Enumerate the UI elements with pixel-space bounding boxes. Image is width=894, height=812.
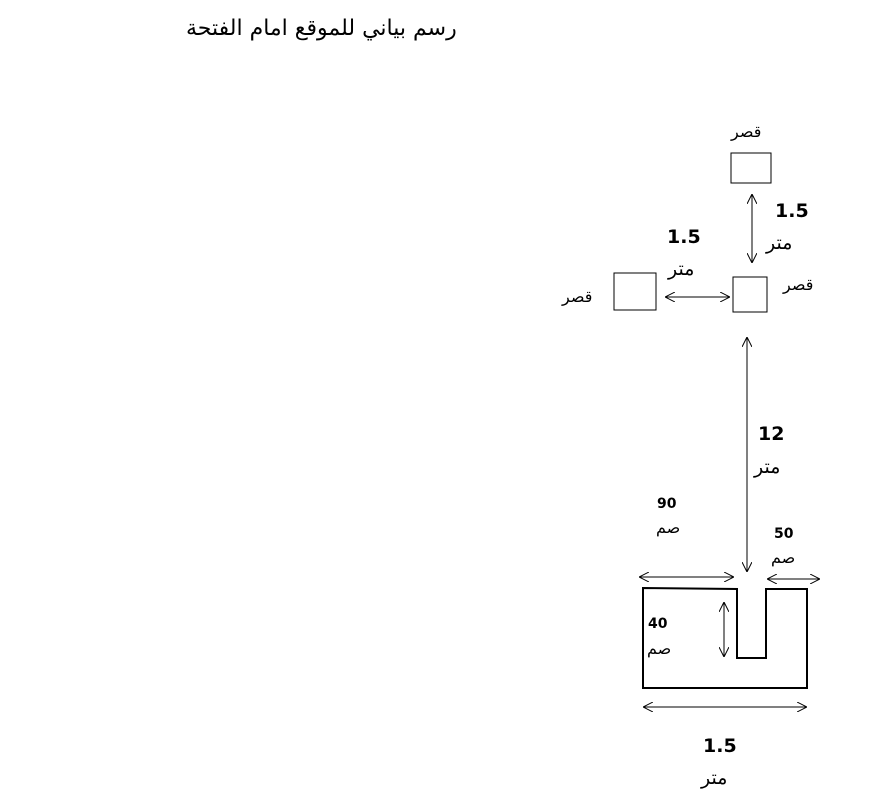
label-opening-right-width-value: 50 [774,526,794,542]
label-base-width-value: 1.5 [703,735,737,757]
label-palace-center: قصر [783,275,814,294]
label-base-width-unit: متر [701,767,728,789]
label-palace-top: قصر [731,122,762,141]
label-dist-vertical-top-unit: متر [766,232,793,254]
label-dist-horizontal-unit: متر [668,258,695,280]
label-opening-depth-unit: صم [647,639,672,658]
palace-box-top [731,153,771,183]
label-opening-left-width-unit: صم [656,518,681,537]
label-dist-horizontal-value: 1.5 [667,226,701,248]
label-opening-left-width-value: 90 [657,496,677,512]
label-dist-long-value: 12 [758,423,785,445]
label-dist-long-unit: متر [754,456,781,478]
diagram-title: رسم بياني للموقع امام الفتحة [186,16,457,41]
label-opening-depth-value: 40 [648,616,668,632]
label-palace-left: قصر [562,287,593,306]
label-opening-right-width-unit: صم [771,548,796,567]
palace-box-left [614,273,656,310]
label-dist-vertical-top-value: 1.5 [775,200,809,222]
opening-shape [643,588,807,688]
palace-box-center [733,277,767,312]
